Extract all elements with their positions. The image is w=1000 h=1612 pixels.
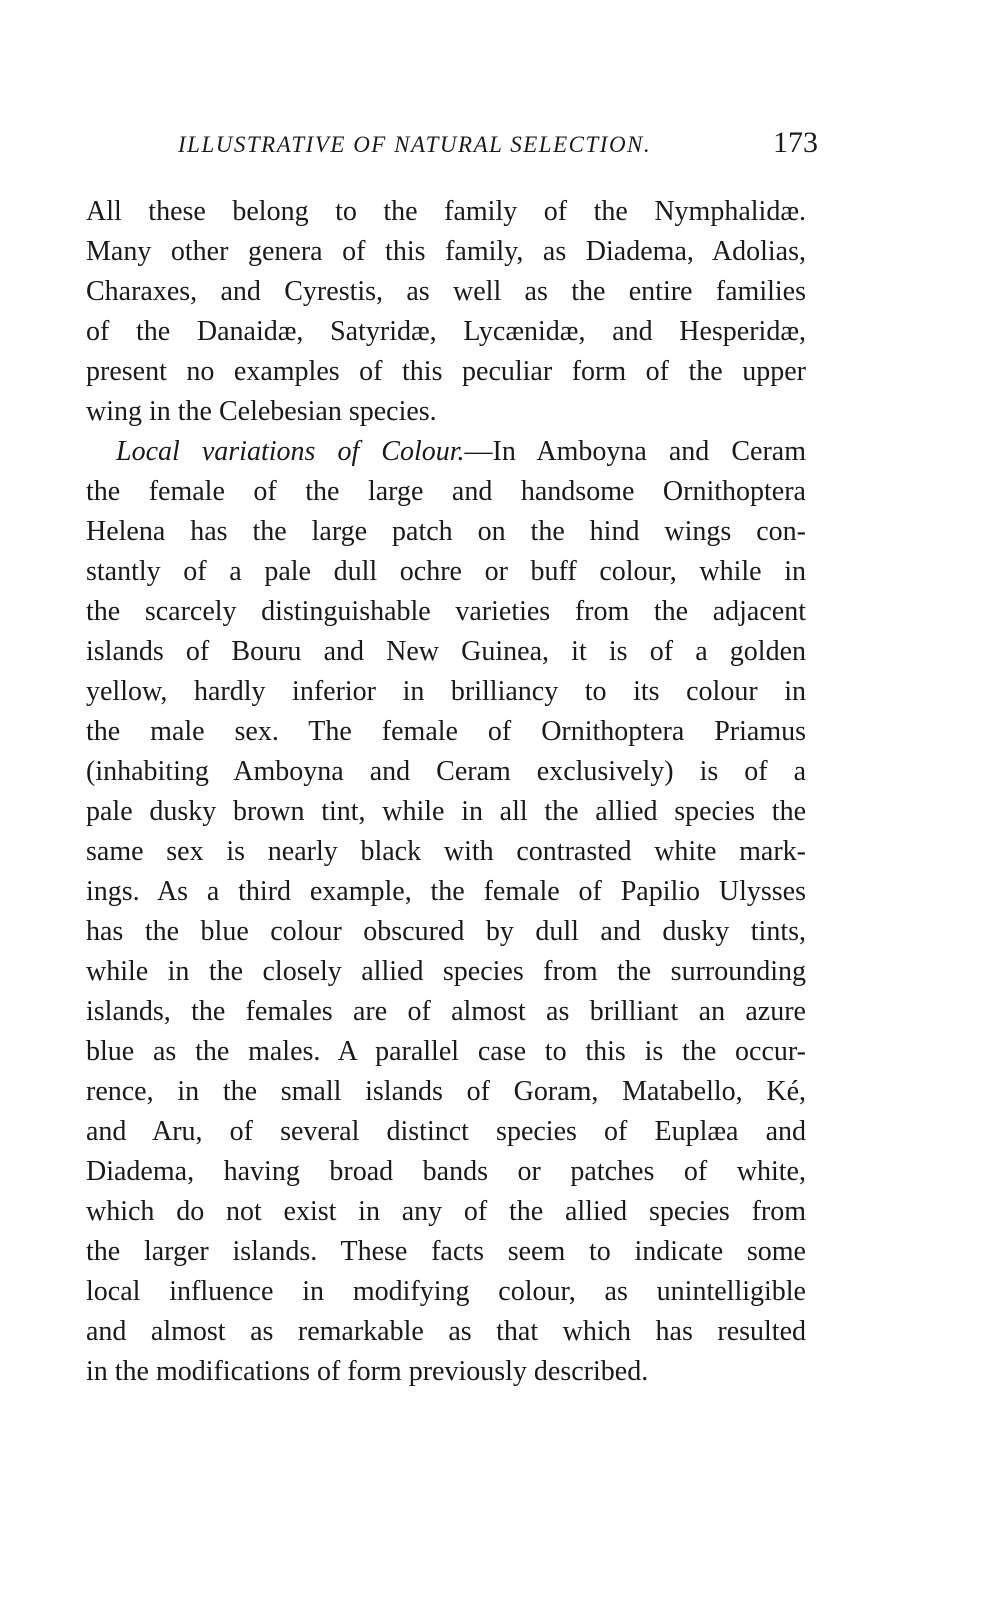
text-line: and Aru, of several distinct species of Euplæa and [86,1116,806,1147]
text-line: blue as the males. A parallel case to this is the occur- [86,1036,806,1067]
running-head [178,124,818,164]
page-number: 173 [773,126,818,159]
text-line: the larger islands. These facts seem to indicate some [86,1236,806,1267]
paragraph-2 [86,432,806,1392]
text-line: the male sex. The female of Ornithoptera Priamus [86,716,806,747]
text-line: the scarcely distinguishable varieties from the adjacent [86,596,806,627]
text-line: same sex is nearly black with contrasted white mark- [86,836,806,867]
text-line: local influence in modifying colour, as unintelligible [86,1276,806,1307]
text-line: has the blue colour obscured by dull and dusky tints, [86,916,806,947]
section-heading: Local variations of Colour. [116,436,465,467]
text-line: stantly of a pale dull ochre or buff colour, while in [86,556,806,587]
text-line: yellow, hardly inferior in brilliancy to its colour in [86,676,806,707]
body-text [86,192,806,1392]
text-line: islands of Bouru and New Guinea, it is of a golden [86,636,806,667]
paragraph-1 [86,192,806,432]
text-line: Many other genera of this family, as Diadema, Adolias, [86,236,806,267]
text-line: and almost as remarkable as that which has resulted [86,1316,806,1347]
text-line: ings. As a third example, the female of Papilio Ulysses [86,876,806,907]
text-line: the female of the large and handsome Ornithoptera [86,476,806,507]
text-line: rence, in the small islands of Goram, Matabello, Ké, [86,1076,806,1107]
text-line: of the Danaidæ, Satyridæ, Lycænidæ, and Hesperidæ, [86,316,806,347]
text-line: All these belong to the family of the Nymphalidæ. [86,196,806,227]
text-line: Diadema, having broad bands or patches of white, [86,1156,806,1187]
text-line: Charaxes, and Cyrestis, as well as the entire families [86,276,806,307]
text-line: islands, the females are of almost as brilliant an azure [86,996,806,1027]
running-title: ILLUSTRATIVE OF NATURAL SELECTION. [178,132,652,157]
text-line-first [86,432,806,472]
text-line: pale dusky brown tint, while in all the allied species the [86,796,806,827]
text-line: while in the closely allied species from the surrounding [86,956,806,987]
text-line: in the modifications of form previously described. [86,1356,649,1387]
text-line: Helena has the large patch on the hind wings con- [86,516,806,547]
text-line: present no examples of this peculiar form of the upper [86,356,806,387]
text-line: (inhabiting Amboyna and Ceram exclusively) is of a [86,756,806,787]
text-line: which do not exist in any of the allied species from [86,1196,806,1227]
first-line-text: —In Amboyna and Ceram [464,436,806,467]
text-line: wing in the Celebesian species. [86,396,437,427]
